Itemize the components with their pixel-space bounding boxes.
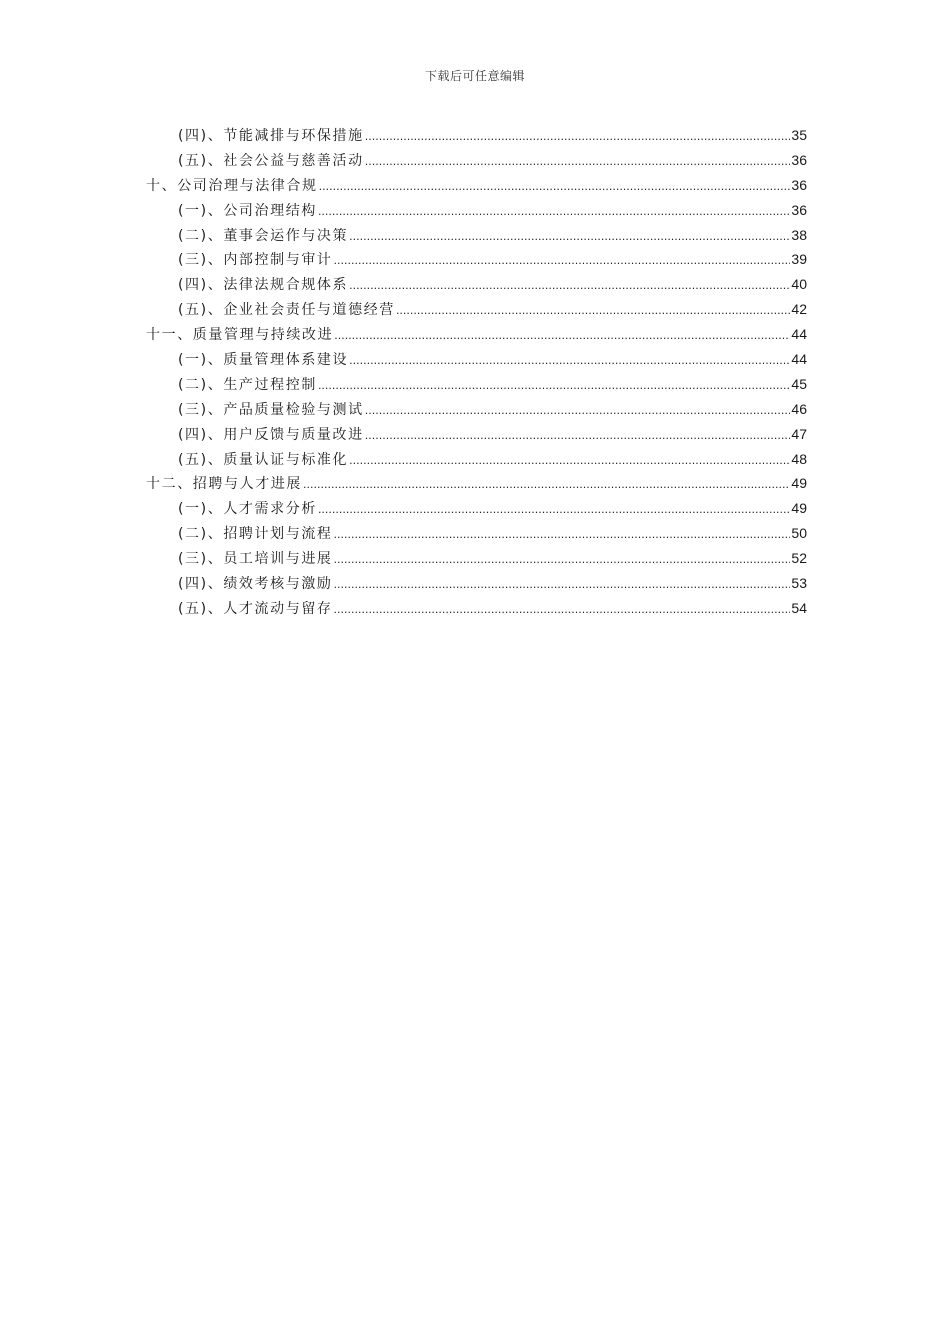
toc-dot-leader (396, 302, 790, 318)
toc-page-number: 44 (791, 326, 807, 343)
toc-section-entry[interactable] (146, 449, 807, 474)
toc-dot-leader (349, 277, 790, 293)
toc-dot-leader (334, 327, 790, 343)
toc-page-number: 39 (791, 251, 807, 268)
toc-entry-label: 十、公司治理与法律合规 (146, 177, 318, 194)
toc-dot-leader (365, 128, 791, 144)
toc-entry-label: (三)、内部控制与审计 (178, 252, 333, 269)
toc-page-number: 54 (791, 599, 807, 616)
toc-page-number: 52 (791, 550, 807, 567)
toc-chapter-entry[interactable] (146, 473, 807, 498)
toc-dot-leader (319, 178, 791, 194)
toc-entry-label: (一)、公司治理结构 (178, 202, 317, 219)
toc-page-number: 36 (791, 176, 807, 193)
toc-entry-label: 十一、质量管理与持续改进 (146, 327, 334, 344)
toc-chapter-entry[interactable] (146, 324, 807, 349)
toc-page-number: 47 (791, 425, 807, 442)
toc-dot-leader (318, 203, 790, 219)
toc-entry-label: (五)、企业社会责任与道德经营 (178, 302, 395, 319)
toc-dot-leader (334, 601, 791, 617)
toc-page-number: 42 (791, 301, 807, 318)
toc-chapter-entry[interactable] (146, 175, 807, 200)
toc-page-number: 48 (791, 450, 807, 467)
toc-entry-label: (二)、生产过程控制 (178, 376, 317, 393)
toc-section-entry[interactable] (146, 200, 807, 225)
toc-dot-leader (318, 377, 790, 393)
toc-dot-leader (365, 153, 791, 169)
toc-dot-leader (349, 352, 790, 368)
toc-section-entry[interactable] (146, 349, 807, 374)
toc-entry-label: (二)、董事会运作与决策 (178, 227, 349, 244)
toc-entry-label: (四)、法律法规合规体系 (178, 277, 349, 294)
toc-section-entry[interactable] (146, 598, 807, 623)
toc-dot-leader (349, 452, 790, 468)
toc-entry-label: (四)、节能减排与环保措施 (178, 128, 364, 144)
toc-page-number: 44 (791, 351, 807, 368)
toc-section-entry[interactable] (146, 125, 807, 150)
toc-dot-leader (334, 526, 791, 542)
toc-entry-label: (一)、人才需求分析 (178, 501, 317, 518)
toc-section-entry[interactable] (146, 424, 807, 449)
toc-dot-leader (365, 402, 791, 418)
toc-page-number: 40 (791, 276, 807, 293)
toc-section-entry[interactable] (146, 548, 807, 573)
toc-page-number: 38 (791, 226, 807, 243)
toc-section-entry[interactable] (146, 573, 807, 598)
toc-section-entry[interactable] (146, 150, 807, 175)
toc-entry-label: (五)、社会公益与慈善活动 (178, 152, 364, 169)
toc-dot-leader (303, 476, 790, 492)
table-of-contents (146, 125, 807, 623)
toc-dot-leader (349, 228, 790, 244)
toc-entry-label: (三)、产品质量检验与测试 (178, 401, 364, 418)
toc-section-entry[interactable] (146, 498, 807, 523)
toc-page-number: 36 (791, 151, 807, 168)
toc-dot-leader (334, 551, 791, 567)
toc-section-entry[interactable] (146, 249, 807, 274)
toc-section-entry[interactable] (146, 225, 807, 250)
toc-section-entry[interactable] (146, 374, 807, 399)
toc-page-number: 49 (791, 475, 807, 492)
toc-entry-label: (五)、质量认证与标准化 (178, 451, 349, 468)
toc-dot-leader (334, 576, 791, 592)
toc-entry-label: (四)、绩效考核与激励 (178, 576, 333, 593)
page-header: 下载后可任意编辑 (424, 69, 525, 83)
toc-section-entry[interactable] (146, 399, 807, 424)
toc-section-entry[interactable] (146, 299, 807, 324)
toc-entry-label: (三)、员工培训与进展 (178, 551, 333, 568)
toc-entry-label: (五)、人才流动与留存 (178, 600, 333, 617)
toc-entry-label: (四)、用户反馈与质量改进 (178, 426, 364, 443)
toc-page-number: 46 (791, 400, 807, 417)
toc-section-entry[interactable] (146, 523, 807, 548)
toc-page-number: 50 (791, 525, 807, 542)
toc-page-number: 45 (791, 375, 807, 392)
toc-page-number: 36 (791, 201, 807, 218)
toc-section-entry[interactable] (146, 274, 807, 299)
toc-entry-label: (一)、质量管理体系建设 (178, 352, 349, 369)
toc-page-number: 53 (791, 575, 807, 592)
toc-dot-leader (318, 501, 790, 517)
toc-entry-label: 十二、招聘与人才进展 (146, 476, 302, 493)
toc-entry-label: (二)、招聘计划与流程 (178, 526, 333, 543)
toc-page-number: 49 (791, 500, 807, 517)
toc-page-number: 35 (791, 127, 807, 143)
toc-dot-leader (365, 427, 791, 443)
toc-dot-leader (334, 252, 791, 268)
